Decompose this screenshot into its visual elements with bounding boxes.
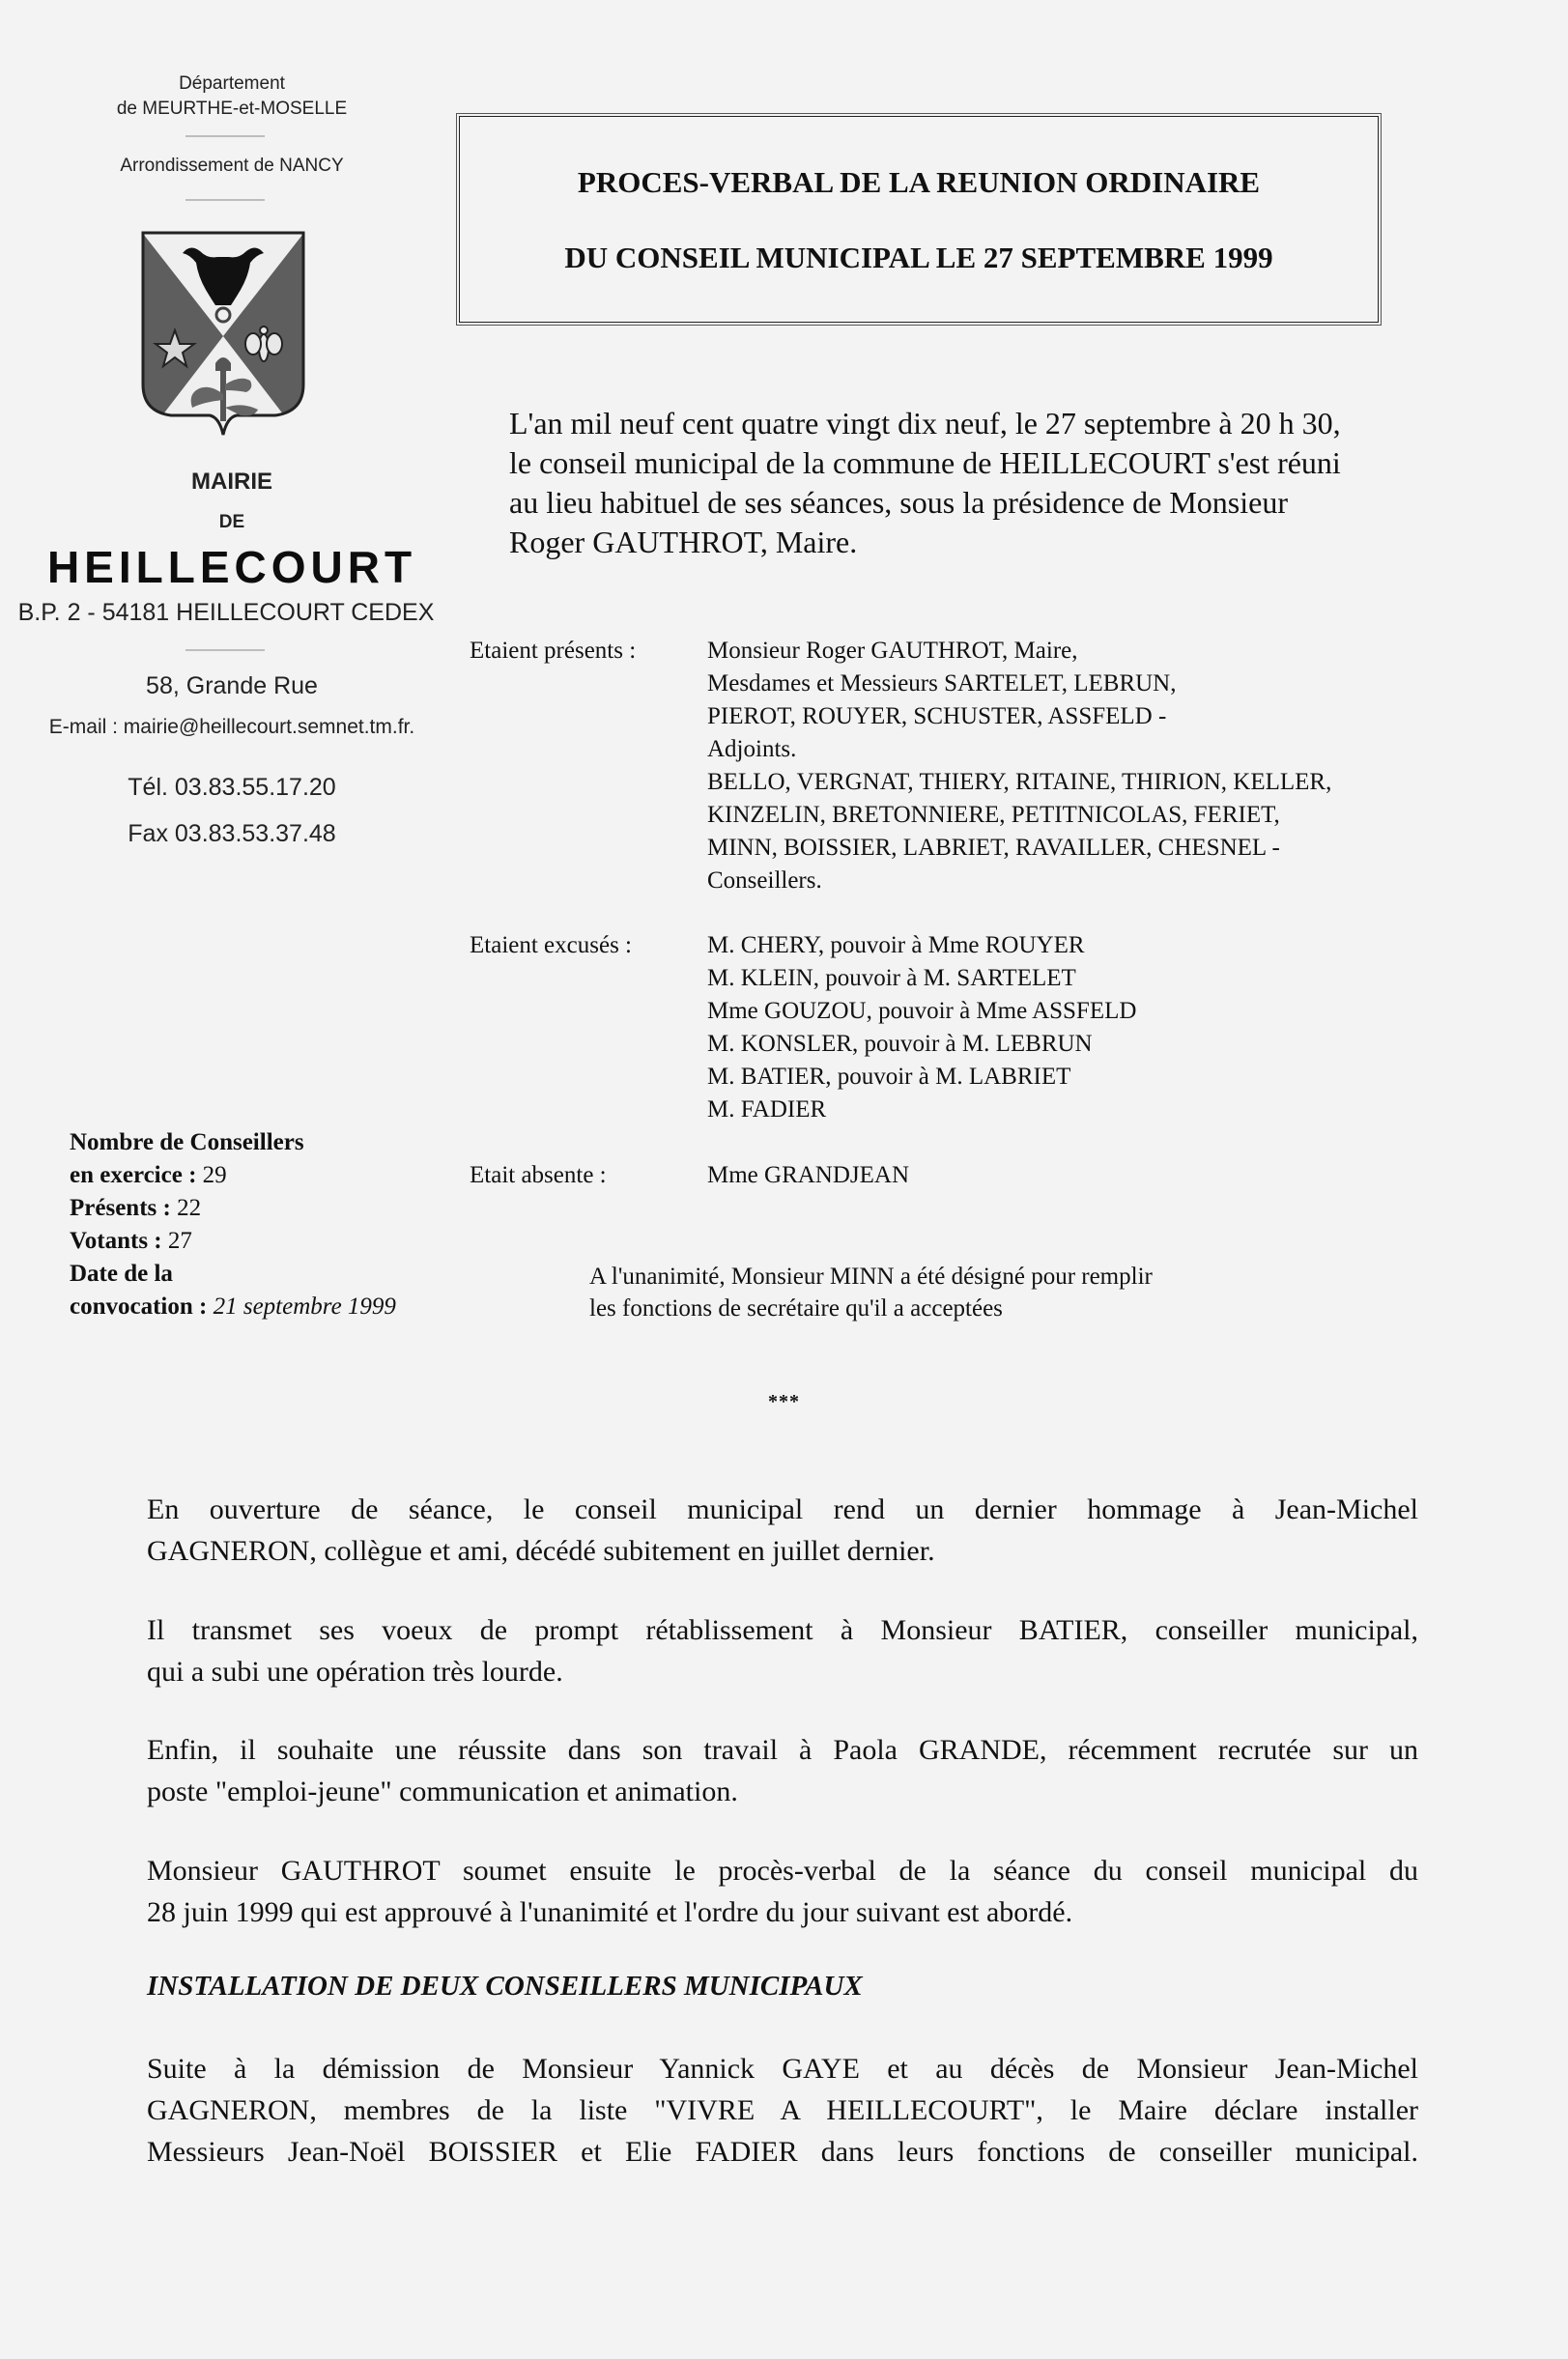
- department-label: Département: [179, 73, 285, 94]
- coat-of-arms-icon: [140, 230, 306, 444]
- divider: [185, 199, 265, 201]
- absent-name: Mme GRANDJEAN: [707, 1162, 910, 1188]
- stats-date-label: Date de la: [70, 1261, 173, 1287]
- divider: [185, 649, 265, 651]
- stats-votants: [70, 1228, 192, 1255]
- body-line: En ouverture de séance, le conseil municipal rend un dernier hommage à Jean-Michel: [147, 1493, 1418, 1525]
- stats-convocation-value: 21 septembre 1999: [213, 1293, 396, 1320]
- mairie-label: MAIRIE: [191, 469, 272, 495]
- street-address: 58, Grande Rue: [146, 672, 318, 699]
- present-line: PIEROT, ROUYER, SCHUSTER, ASSFELD -: [707, 703, 1167, 729]
- postal-address: B.P. 2 - 54181 HEILLECOURT CEDEX: [17, 599, 435, 626]
- intro-line: le conseil municipal de la commune de HEILLECOURT s'est réuni: [509, 445, 1341, 480]
- present-line: Monsieur Roger GAUTHROT, Maire,: [707, 638, 1078, 664]
- separator: ***: [768, 1391, 800, 1412]
- title-line-2: DU CONSEIL MUNICIPAL LE 27 SEPTEMBRE 1999: [564, 241, 1273, 274]
- email-address: E-mail : mairie@heillecourt.semnet.tm.fr.: [48, 716, 415, 738]
- secretary-line: A l'unanimité, Monsieur MINN a été désigné pour remplir: [589, 1264, 1153, 1290]
- body-line: Monsieur GAUTHROT soumet ensuite le procès-verbal de la séance du conseil municipal du: [147, 1855, 1418, 1887]
- present-line: KINZELIN, BRETONNIERE, PETITNICOLAS, FERIET,: [707, 802, 1280, 828]
- secretary-line: les fonctions de secrétaire qu'il a acceptées: [589, 1295, 1003, 1322]
- body-line: GAGNERON, collègue et ami, décédé subitement en juillet dernier.: [147, 1535, 935, 1567]
- stats-exercice-value: 29: [202, 1162, 227, 1188]
- body-line: poste "emploi-jeune" communication et animation.: [147, 1776, 738, 1807]
- title-box: [456, 113, 1382, 326]
- department-name: de MEURTHE-et-MOSELLE: [116, 99, 348, 119]
- de-label: DE: [218, 512, 245, 532]
- present-label: Etaient présents :: [470, 638, 637, 664]
- stats-presents-label: Présents :: [70, 1195, 178, 1221]
- stats-exercice: [70, 1162, 227, 1189]
- excused-line: M. FADIER: [707, 1096, 827, 1123]
- present-line: BELLO, VERGNAT, THIERY, RITAINE, THIRION, KELLER,: [707, 769, 1332, 795]
- stats-presents-value: 22: [177, 1195, 202, 1221]
- body-line: Il transmet ses voeux de prompt rétablissement à Monsieur BATIER, conseiller municipal,: [147, 1614, 1418, 1646]
- intro-line: au lieu habituel de ses séances, sous la présidence de Monsieur: [509, 485, 1288, 520]
- body-line: Messieurs Jean-Noël BOISSIER et Elie FADIER dans leurs fonctions de conseiller municipal.: [147, 2136, 1418, 2168]
- stats-presents: [70, 1195, 201, 1222]
- arrondissement: Arrondissement de NANCY: [120, 156, 344, 176]
- telephone: Tél. 03.83.55.17.20: [128, 774, 336, 801]
- present-line: Mesdames et Messieurs SARTELET, LEBRUN,: [707, 670, 1177, 696]
- excused-label: Etaient excusés :: [470, 932, 632, 958]
- section-heading: INSTALLATION DE DEUX CONSEILLERS MUNICIPAUX: [147, 1971, 863, 2002]
- fax: Fax 03.83.53.37.48: [128, 820, 336, 847]
- excused-line: M. BATIER, pouvoir à M. LABRIET: [707, 1064, 1071, 1090]
- stats-votants-value: 27: [167, 1228, 192, 1254]
- stats-exercice-label: en exercice :: [70, 1162, 203, 1188]
- divider: [185, 135, 265, 137]
- intro-line: L'an mil neuf cent quatre vingt dix neuf, le 27 septembre à 20 h 30,: [509, 406, 1341, 441]
- stats-title: Nombre de Conseillers: [70, 1129, 304, 1155]
- town-name: HEILLECOURT: [46, 542, 417, 592]
- present-line: Adjoints.: [707, 736, 797, 762]
- present-line: MINN, BOISSIER, LABRIET, RAVAILLER, CHESNEL -: [707, 835, 1280, 861]
- body-line: 28 juin 1999 qui est approuvé à l'unanimité et l'ordre du jour suivant est abordé.: [147, 1896, 1073, 1928]
- intro-line: Roger GAUTHROT, Maire.: [509, 525, 858, 559]
- present-line: Conseillers.: [707, 867, 822, 894]
- title-line-1: PROCES-VERBAL DE LA REUNION ORDINAIRE: [577, 165, 1261, 199]
- body-line: GAGNERON, membres de la liste "VIVRE A HEILLECOURT", le Maire déclare installer: [147, 2094, 1418, 2126]
- stats-convocation-label: convocation :: [70, 1293, 214, 1320]
- excused-line: M. KONSLER, pouvoir à M. LEBRUN: [707, 1031, 1093, 1057]
- stats-votants-label: Votants :: [70, 1228, 168, 1254]
- body-line: qui a subi une opération très lourde.: [147, 1656, 563, 1688]
- excused-line: M. KLEIN, pouvoir à M. SARTELET: [707, 965, 1076, 991]
- body-line: Enfin, il souhaite une réussite dans son travail à Paola GRANDE, récemment recrutée sur un: [147, 1734, 1418, 1766]
- stats-convocation: [70, 1293, 396, 1321]
- excused-line: Mme GOUZOU, pouvoir à Mme ASSFELD: [707, 998, 1137, 1024]
- excused-line: M. CHERY, pouvoir à Mme ROUYER: [707, 932, 1085, 958]
- absent-label: Etait absente :: [470, 1162, 607, 1188]
- body-line: Suite à la démission de Monsieur Yannick GAYE et au décès de Monsieur Jean-Michel: [147, 2053, 1418, 2085]
